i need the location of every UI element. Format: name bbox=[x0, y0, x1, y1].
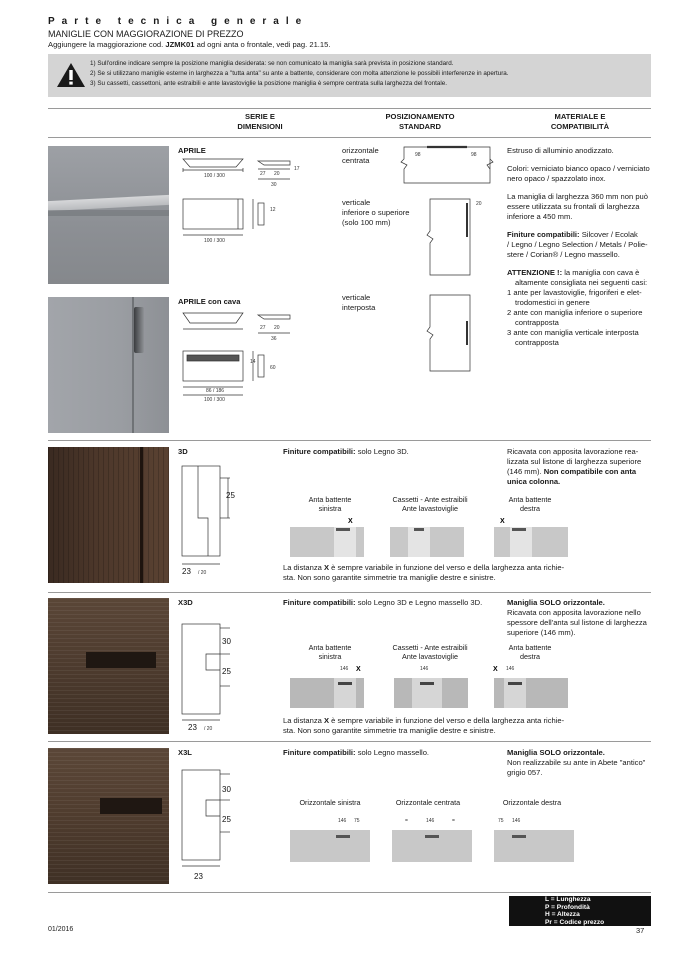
x3l-dim-23: 23 bbox=[194, 872, 203, 881]
x3d-dim-25: 25 bbox=[222, 667, 231, 676]
cava-dim-60: 60 bbox=[270, 365, 276, 371]
x3l-dim-146-b: 146 bbox=[426, 818, 435, 824]
fin-label: Finiture compatibili: bbox=[507, 230, 580, 239]
d3-finiture: Finiture compatibili: solo Legno 3D. bbox=[283, 447, 409, 456]
x3d-panels-drawing bbox=[290, 662, 580, 712]
exclamation-triangle-icon bbox=[56, 62, 86, 88]
pos-verticale-label: verticale inferiore o superiore (solo 100 mm) bbox=[342, 198, 410, 227]
x3l-dim-146-c: 146 bbox=[512, 818, 521, 824]
aprile-dim-17: 17 bbox=[294, 166, 300, 172]
col-header-materiale: MATERIALE E COMPATIBILITÀ bbox=[550, 112, 610, 131]
aprile-dim-30: 30 bbox=[271, 182, 277, 188]
pos-verticale-interposta-label: verticale interposta bbox=[342, 293, 376, 312]
aprile-cava-drawing bbox=[178, 307, 328, 407]
page-number: 37 bbox=[636, 926, 645, 935]
divider bbox=[48, 137, 651, 138]
d3-note: La distanza X è sempre variabile in funzione del verso e della larghezza anta richie- sta. Non sono garantite simmetrie tra maniglie destre e sinistre. bbox=[283, 563, 565, 582]
footer-date: 01/2016 bbox=[48, 926, 74, 933]
pos-verticale-drawing bbox=[428, 197, 488, 277]
svg-text:98: 98 bbox=[471, 152, 477, 158]
col-header-serie: SERIE E DIMENSIONI bbox=[237, 112, 283, 131]
price-note bbox=[48, 40, 330, 49]
x3d-dim-23-sub: / 20 bbox=[204, 726, 213, 732]
cava-dim-20: 20 bbox=[274, 325, 280, 331]
aprile-dim-width-2: 100 / 300 bbox=[204, 238, 225, 244]
x3d-dim-30: 30 bbox=[222, 637, 231, 646]
x3l-panel-center-label: Orizzontale centrata bbox=[395, 798, 461, 807]
x3l-dim-75-a: 75 bbox=[354, 818, 360, 824]
pos-dim-20: 20 bbox=[476, 201, 482, 207]
d3-panel-right-label: Anta battente destra bbox=[508, 495, 552, 513]
aprile-drawing bbox=[178, 155, 328, 250]
x3d-name: X3D bbox=[178, 598, 193, 607]
legend-h: H = Altezza bbox=[545, 911, 580, 919]
x3l-description: Maniglia SOLO orizzontale. Non realizzabile su ante in Abete "antico" grigio 057. bbox=[507, 748, 646, 777]
x3d-description: Maniglia SOLO orizzontale. Ricavata con apposita lavorazione nello spessore dell'anta sul listone di larghezza superiore (146 mm). bbox=[507, 598, 647, 637]
x3d-panel-right-label: Anta battente destra bbox=[508, 643, 552, 661]
section-title: Parte tecnica generale bbox=[48, 16, 309, 27]
d3-panels-drawing bbox=[290, 512, 580, 557]
aprile-name: APRILE bbox=[178, 146, 206, 155]
legend-box bbox=[509, 896, 651, 926]
d3-dim-23: 23 bbox=[182, 567, 191, 576]
x3l-panel-right-label: Orizzontale destra bbox=[502, 798, 562, 807]
x3l-finiture: Finiture compatibili: solo Legno massello. bbox=[283, 748, 430, 757]
col-header-posizionamento: POSIZIONAMENTO STANDARD bbox=[385, 112, 455, 131]
pos-interposta-drawing bbox=[428, 293, 488, 375]
x3l-dim-eq-r: = bbox=[452, 818, 455, 824]
d3-panel-center-label: Cassetti - Ante estraibili Ante lavastoviglie bbox=[392, 495, 468, 513]
aprile-dim-27: 27 bbox=[260, 171, 266, 177]
x3d-x-left: X bbox=[356, 666, 361, 673]
d3-photo bbox=[48, 447, 169, 583]
x3l-dim-75-c: 75 bbox=[498, 818, 504, 824]
cava-dim-36: 36 bbox=[271, 336, 277, 342]
aprile-photo bbox=[48, 146, 169, 284]
x3d-dim-146-right: 146 bbox=[506, 666, 515, 672]
x3l-dim-eq-l: = bbox=[405, 818, 408, 824]
x3d-profile-drawing bbox=[178, 610, 258, 740]
warning-line-2: 2) Se si utilizzano maniglie esterne in larghezza a "tutta anta" su ante a battente, considerare con molta attenzione le possibili interferenze in apertura. bbox=[90, 70, 509, 77]
pos-orizzontale-label: orizzontale centrata bbox=[342, 146, 379, 165]
x3l-photo bbox=[48, 748, 169, 884]
x3d-x-right: X bbox=[493, 666, 498, 673]
d3-dim-23-sub: / 20 bbox=[198, 570, 207, 576]
divider bbox=[48, 892, 651, 893]
attenzione-label: ATTENZIONE !: bbox=[507, 268, 563, 277]
aprile-dim-12: 12 bbox=[270, 207, 276, 213]
page-subtitle: MANIGLIE CON MAGGIORAZIONE DI PREZZO bbox=[48, 29, 244, 39]
d3-panel-left-label: Anta battente sinistra bbox=[308, 495, 352, 513]
d3-x-right: X bbox=[500, 518, 505, 525]
cava-dim-86: 86 / 186 bbox=[206, 388, 225, 394]
aprile-material: Estruso di alluminio anodizzato. Colori: verniciato bianco opaco / verniciato nero opaco / spazzolato inox. La maniglia di larghezza 360 mm non può essere utilizzata su frontali di larghezza inferiore a 450 mm. Finiture compatibili: Silcover / Ecolak / Legno / Legno Selection / Metals / Polie- stere / Corian® / Legno massello. ATTENZIONE !: la maniglia con cava è altamente consigliata nei seguenti casi: 1 ante per lavastoviglie, frigoriferi e elet- trodomestici in genere 2 ante con maniglia inferiore o superiore contrapposta 3 ante con maniglia verticale interposta contrapposta bbox=[507, 146, 652, 348]
cava-dim-14: 14 bbox=[250, 359, 256, 365]
x3l-dim-146-a: 146 bbox=[338, 818, 347, 824]
x3l-name: X3L bbox=[178, 748, 192, 757]
material-text: Estruso di alluminio anodizzato. bbox=[507, 146, 614, 155]
legend-p: P = Profondità bbox=[545, 903, 590, 911]
price-note-code: JZMK01 bbox=[165, 40, 195, 49]
cava-dim-100: 100 / 300 bbox=[204, 397, 225, 403]
warning-box bbox=[48, 54, 651, 97]
price-note-suffix: ad ogni anta o frontale, vedi pag. 21.15. bbox=[196, 40, 331, 49]
price-note-prefix: Aggiungere la maggiorazione cod. bbox=[48, 40, 164, 49]
svg-text:98: 98 bbox=[415, 152, 421, 158]
x3d-panel-center-label: Cassetti - Ante estraibili Ante lavastoviglie bbox=[392, 643, 468, 661]
divider bbox=[48, 108, 651, 109]
x3d-note: La distanza X è sempre variabile in funzione del verso e della larghezza anta richie- sta. Non sono garantite simmetrie tra maniglie destre e sinistre. bbox=[283, 716, 565, 735]
x3l-profile-drawing bbox=[178, 760, 258, 890]
x3l-panel-left-label: Orizzontale sinistra bbox=[299, 798, 361, 807]
aprile-dim-20: 20 bbox=[274, 171, 280, 177]
x3d-panel-left-label: Anta battente sinistra bbox=[308, 643, 352, 661]
legend-pr: Pr = Codice prezzo bbox=[545, 918, 605, 926]
x3d-dim-146-center: 146 bbox=[420, 666, 429, 672]
x3l-panels-drawing bbox=[290, 808, 580, 863]
x3l-dim-25: 25 bbox=[222, 815, 231, 824]
aprile-cava-photo bbox=[48, 297, 169, 433]
x3d-finiture: Finiture compatibili: solo Legno 3D e Legno massello 3D. bbox=[283, 598, 483, 607]
d3-description: Ricavata con apposita lavorazione rea- lizzata sul listone di larghezza superiore (146 mm). Non compatibile con anta unica colonna. bbox=[507, 447, 642, 486]
x3d-dim-146-left: 146 bbox=[340, 666, 349, 672]
d3-x-left: X bbox=[348, 518, 353, 525]
warning-line-1: 1) Sull'ordine indicare sempre la posizione maniglia desiderata: se non comunicato la maniglia sarà prevista in posizione standard. bbox=[90, 60, 454, 67]
x3d-photo bbox=[48, 598, 169, 734]
warning-line-3: 3) Su cassetti, cassettoni, ante estraibili e ante lavastoviglie la posizione maniglia è sempre centrata sulla larghezza del frontale. bbox=[90, 80, 448, 87]
divider bbox=[48, 592, 651, 593]
d3-name: 3D bbox=[178, 447, 188, 456]
d3-dim-25: 25 bbox=[226, 491, 235, 500]
divider bbox=[48, 440, 651, 441]
aprile-dim-width: 100 / 300 bbox=[204, 173, 225, 179]
legend-l: L = Lunghezza bbox=[545, 896, 591, 903]
divider bbox=[48, 741, 651, 742]
pos-orizzontale-drawing bbox=[402, 143, 492, 188]
aprile-cava-name: APRILE con cava bbox=[178, 297, 241, 306]
x3d-dim-23: 23 bbox=[188, 723, 197, 732]
x3l-dim-30: 30 bbox=[222, 785, 231, 794]
d3-profile-drawing bbox=[178, 458, 258, 588]
cava-dim-27: 27 bbox=[260, 325, 266, 331]
